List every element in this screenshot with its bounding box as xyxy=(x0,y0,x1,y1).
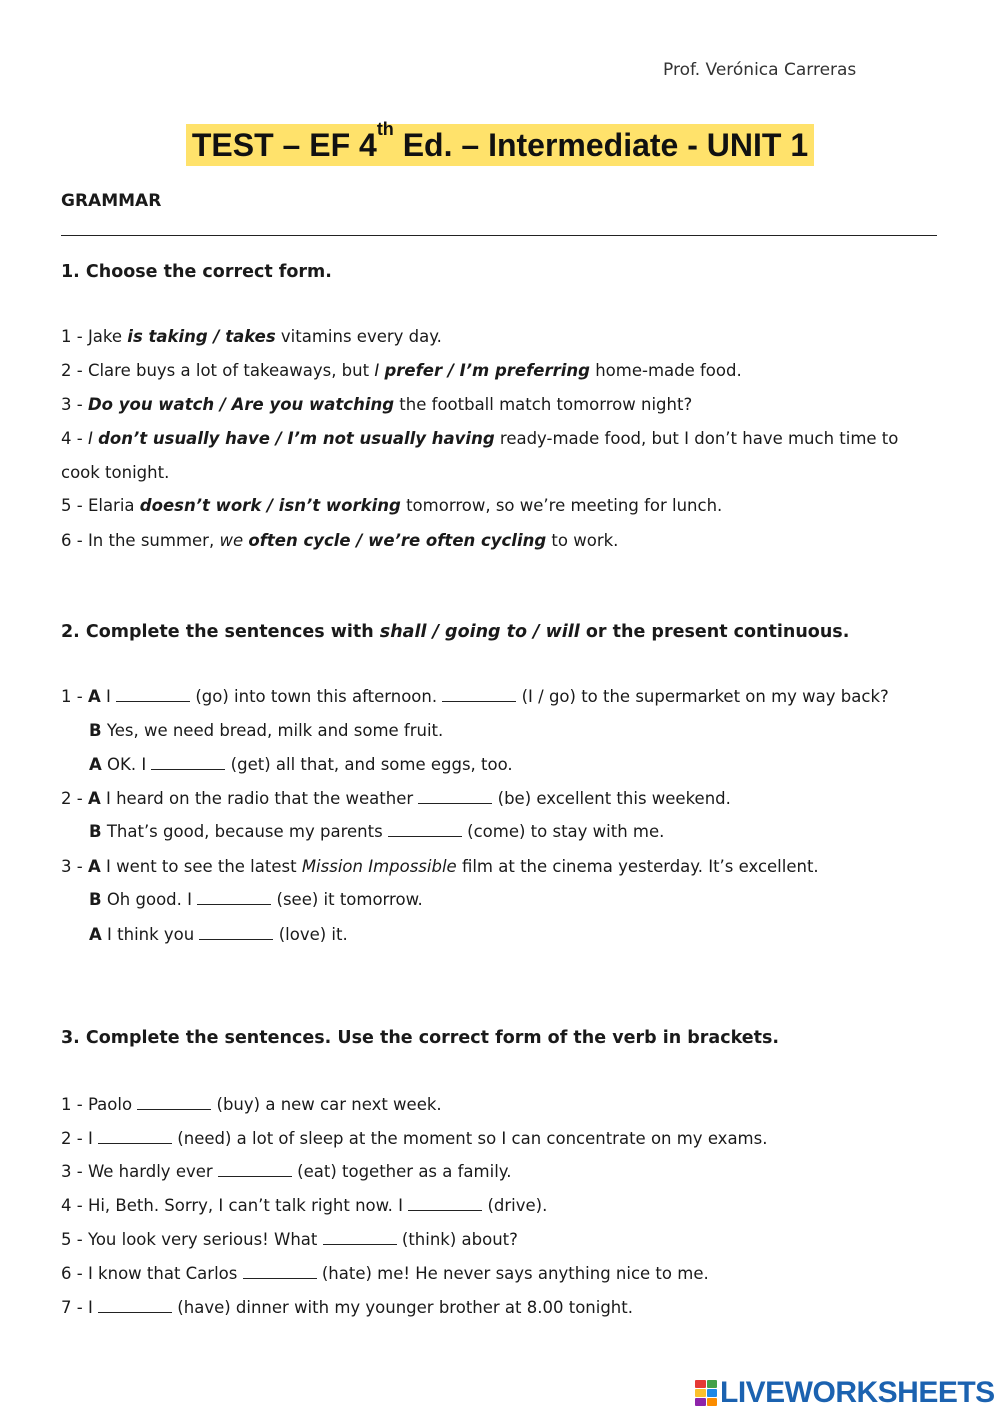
ex2-line-2: B Yes, we need bread, milk and some fruit. xyxy=(89,721,444,740)
ex3-item-6: 6 - I know that Carlos (hate) me! He never says anything nice to me. xyxy=(61,1264,709,1283)
ex3-item-1: 1 - Paolo (buy) a new car next week. xyxy=(61,1095,442,1114)
ex1-item-6: 6 - In the summer, we often cycle / we’re often cycling to work. xyxy=(61,531,619,550)
page-title xyxy=(186,119,814,166)
answer-options[interactable]: prefer / I’m preferring xyxy=(384,361,590,380)
answer-blank[interactable] xyxy=(418,789,492,804)
speaker-label: A xyxy=(87,857,101,876)
exercise-3-heading: 3. Complete the sentences. Use the correct form of the verb in brackets. xyxy=(61,1028,780,1048)
answer-blank[interactable] xyxy=(137,1095,211,1110)
answer-options[interactable]: often cycle / we’re often cycling xyxy=(248,531,547,550)
speaker-label: A xyxy=(89,925,102,944)
ex3-item-5: 5 - You look very serious! What (think) about? xyxy=(61,1230,518,1249)
speaker-label: B xyxy=(89,822,102,841)
answer-blank[interactable] xyxy=(116,687,190,702)
answer-options[interactable]: don’t usually have / I’m not usually having xyxy=(98,429,495,448)
speaker-label: A xyxy=(89,755,102,774)
answer-blank[interactable] xyxy=(98,1129,172,1144)
answer-blank[interactable] xyxy=(218,1162,292,1177)
answer-blank[interactable] xyxy=(408,1196,482,1211)
ex1-item-4: 4 - I don’t usually have / I’m not usually having ready-made food, but I don’t have much time to cook tonight. xyxy=(61,429,899,482)
answer-blank[interactable] xyxy=(442,687,516,702)
ex3-item-4: 4 - Hi, Beth. Sorry, I can’t talk right now. I (drive). xyxy=(61,1196,548,1215)
ex2-line-5: B That’s good, because my parents (come) to stay with me. xyxy=(89,822,665,841)
section-label-grammar: GRAMMAR xyxy=(61,191,162,211)
ex3-item-2: 2 - I (need) a lot of sleep at the moment so I can concentrate on my exams. xyxy=(61,1129,768,1148)
liveworksheets-logo[interactable] xyxy=(695,1376,995,1410)
title-part-2: Ed. – Intermediate - UNIT 1 xyxy=(393,127,809,163)
speaker-label: A xyxy=(87,687,101,706)
title-row xyxy=(0,119,1000,166)
answer-options[interactable]: is taking / takes xyxy=(127,327,276,346)
speaker-label: B xyxy=(89,721,102,740)
answer-blank[interactable] xyxy=(243,1264,317,1279)
answer-options[interactable]: doesn’t work / isn’t working xyxy=(139,496,401,515)
divider xyxy=(61,235,937,236)
answer-blank[interactable] xyxy=(323,1230,397,1245)
answer-options[interactable]: Do you watch / Are you watching xyxy=(87,395,395,414)
ex3-item-7: 7 - I (have) dinner with my younger brother at 8.00 tonight. xyxy=(61,1298,633,1317)
ex2-line-6: 3 - A I went to see the latest Mission Impossible film at the cinema yesterday. It’s excellent. xyxy=(61,857,819,876)
title-part-1: TEST – EF 4 xyxy=(191,127,377,163)
title-superscript: th xyxy=(376,119,394,139)
logo-icon xyxy=(695,1380,717,1406)
ex2-line-8: A I think you (love) it. xyxy=(89,925,348,944)
answer-blank[interactable] xyxy=(151,755,225,770)
answer-blank[interactable] xyxy=(197,890,271,905)
ex1-item-1: 1 - Jake is taking / takes vitamins every day. xyxy=(61,327,442,346)
answer-blank[interactable] xyxy=(199,925,273,940)
ex1-item-2: 2 - Clare buys a lot of takeaways, but I prefer / I’m preferring home-made food. xyxy=(61,361,742,380)
ex2-line-1: 1 - A I (go) into town this afternoon. (I / go) to the supermarket on my way back? xyxy=(61,687,889,706)
logo-text: LIVEWORKSHEETS xyxy=(720,1376,995,1409)
ex2-line-3: A OK. I (get) all that, and some eggs, too. xyxy=(89,755,513,774)
answer-blank[interactable] xyxy=(98,1298,172,1313)
author-name: Prof. Verónica Carreras xyxy=(663,60,857,80)
exercise-1-heading: 1. Choose the correct form. xyxy=(61,262,332,282)
ex2-line-4: 2 - A I heard on the radio that the weather (be) excellent this weekend. xyxy=(61,789,731,808)
answer-blank[interactable] xyxy=(388,822,462,837)
ex3-item-3: 3 - We hardly ever (eat) together as a family. xyxy=(61,1162,512,1181)
ex1-item-3: 3 - Do you watch / Are you watching the football match tomorrow night? xyxy=(61,395,693,414)
exercise-2-heading: 2. Complete the sentences with shall / going to / will or the present continuous. xyxy=(61,622,850,642)
speaker-label: A xyxy=(87,789,101,808)
ex1-item-5: 5 - Elaria doesn’t work / isn’t working tomorrow, so we’re meeting for lunch. xyxy=(61,496,723,515)
speaker-label: B xyxy=(89,890,102,909)
ex2-line-7: B Oh good. I (see) it tomorrow. xyxy=(89,890,423,909)
